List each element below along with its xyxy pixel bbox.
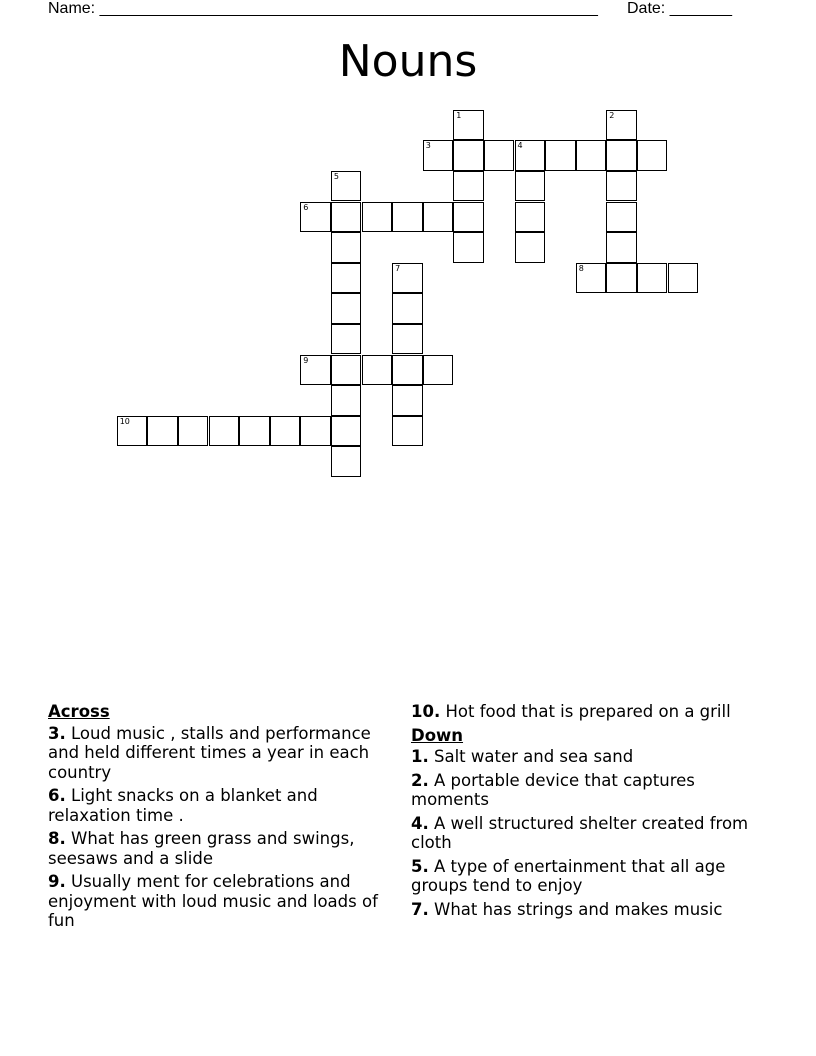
grid-cell[interactable] xyxy=(453,110,484,141)
grid-cell[interactable] xyxy=(453,140,484,171)
grid-cell[interactable] xyxy=(606,110,637,141)
grid-cell[interactable] xyxy=(515,171,546,202)
grid-cell[interactable] xyxy=(362,355,393,386)
clue-down-1: 1. Salt water and sea sand xyxy=(411,747,634,766)
clue-number: 3 xyxy=(425,141,431,151)
grid-cell[interactable] xyxy=(331,263,362,294)
clue-number: 2 xyxy=(609,110,615,120)
grid-cell[interactable] xyxy=(453,171,484,202)
grid-cell[interactable] xyxy=(331,355,362,386)
grid-cell[interactable] xyxy=(392,202,423,233)
grid-cell[interactable] xyxy=(300,416,331,447)
grid-cell[interactable] xyxy=(515,232,546,263)
grid-cell[interactable] xyxy=(392,324,423,355)
date-line: _______ xyxy=(669,0,732,17)
grid-cell[interactable] xyxy=(392,416,423,447)
date-field[interactable] xyxy=(627,0,732,18)
clue-across-10: 10. Hot food that is prepared on a grill xyxy=(411,702,731,721)
grid-cell[interactable] xyxy=(147,416,178,447)
clue-down-5: 5. A type of enertainment that all age groups tend to enjoy xyxy=(411,856,726,895)
grid-cell[interactable] xyxy=(392,263,423,294)
clue-number: 5 xyxy=(333,171,339,181)
grid-cell[interactable] xyxy=(423,355,454,386)
across-heading: Across xyxy=(48,702,110,721)
grid-cell[interactable] xyxy=(331,324,362,355)
grid-cell[interactable] xyxy=(331,446,362,477)
grid-cell[interactable] xyxy=(668,263,699,294)
clue-down-7: 7. What has strings and makes music xyxy=(411,899,723,919)
right-clues xyxy=(411,702,761,923)
grid-cell[interactable] xyxy=(606,140,637,171)
name-label: Name: xyxy=(48,0,96,17)
grid-cell[interactable] xyxy=(423,140,454,171)
grid-cell[interactable] xyxy=(576,140,607,171)
grid-cell[interactable] xyxy=(331,293,362,324)
grid-cell[interactable] xyxy=(117,416,148,447)
grid-cell[interactable] xyxy=(209,416,240,447)
grid-cell[interactable] xyxy=(300,355,331,386)
across-clues xyxy=(48,702,398,935)
grid-cell[interactable] xyxy=(637,263,668,294)
clue-number: 6 xyxy=(303,202,309,212)
grid-cell[interactable] xyxy=(515,140,546,171)
clue-number: 10 xyxy=(119,416,130,426)
clue-down-4: 4. A well structured shelter created from cloth xyxy=(411,813,749,852)
grid-cell[interactable] xyxy=(362,202,393,233)
grid-cell[interactable] xyxy=(606,232,637,263)
name-field[interactable] xyxy=(48,0,598,18)
clue-across-6: 6. Light snacks on a blanket and relaxation time . xyxy=(48,786,318,825)
grid-cell[interactable] xyxy=(178,416,209,447)
name-line: ________________________________________________________ xyxy=(99,0,598,17)
grid-cell[interactable] xyxy=(270,416,301,447)
clue-across-3: 3. Loud music , stalls and performance and held different times a year in each country xyxy=(48,723,371,782)
grid-cell[interactable] xyxy=(484,140,515,171)
clue-number: 4 xyxy=(517,141,523,151)
grid-cell[interactable] xyxy=(331,385,362,416)
grid-cell[interactable] xyxy=(331,202,362,233)
grid-cell[interactable] xyxy=(331,232,362,263)
clue-number: 1 xyxy=(456,110,462,120)
grid-cell[interactable] xyxy=(423,202,454,233)
grid-cell[interactable] xyxy=(331,171,362,202)
grid-cell[interactable] xyxy=(576,263,607,294)
clue-number: 8 xyxy=(578,263,584,273)
clue-down-2: 2. A portable device that captures moments xyxy=(411,770,695,809)
grid-cell[interactable] xyxy=(545,140,576,171)
down-heading: Down xyxy=(411,725,464,745)
date-label: Date: xyxy=(627,0,666,17)
grid-cell[interactable] xyxy=(331,416,362,447)
grid-cell[interactable] xyxy=(392,355,423,386)
clue-number: 7 xyxy=(395,263,401,273)
clue-across-8: 8. What has green grass and swings, seesaws and a slide xyxy=(48,829,355,868)
grid-cell[interactable] xyxy=(606,202,637,233)
grid-cell[interactable] xyxy=(515,202,546,233)
grid-cell[interactable] xyxy=(392,385,423,416)
grid-cell[interactable] xyxy=(606,171,637,202)
grid-cell[interactable] xyxy=(453,202,484,233)
clue-across-9: 9. Usually ment for celebrations and enjoyment with loud music and loads of fun xyxy=(48,872,378,930)
page-title: Nouns xyxy=(338,36,478,87)
grid-cell[interactable] xyxy=(606,263,637,294)
grid-cell[interactable] xyxy=(300,202,331,233)
grid-cell[interactable] xyxy=(637,140,668,171)
clue-number: 9 xyxy=(303,355,309,365)
grid-cell[interactable] xyxy=(453,232,484,263)
grid-cell[interactable] xyxy=(392,293,423,324)
grid-cell[interactable] xyxy=(239,416,270,447)
